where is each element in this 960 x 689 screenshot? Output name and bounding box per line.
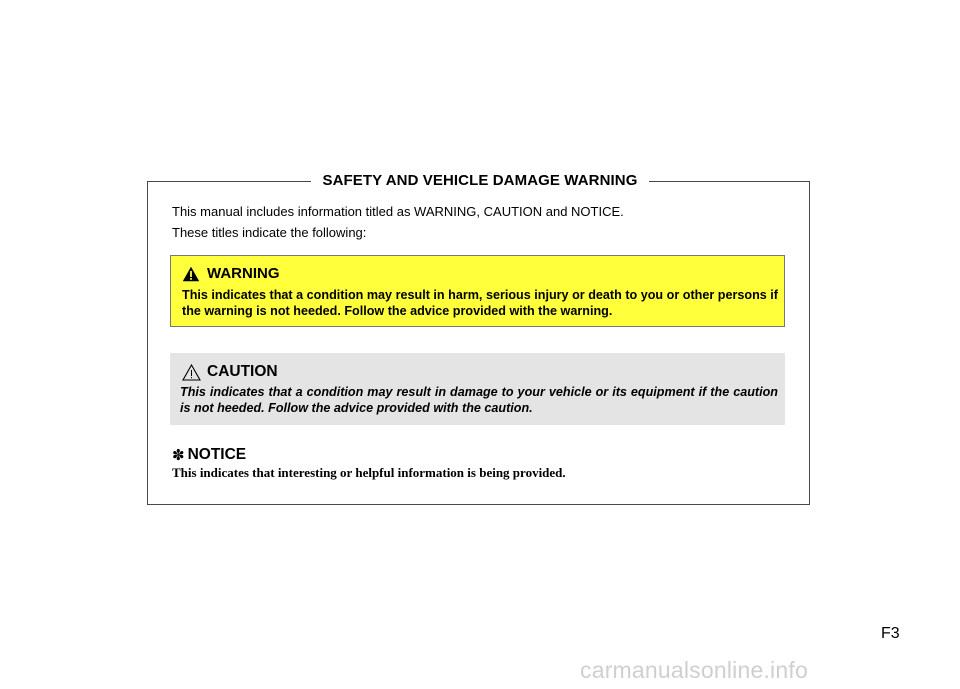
caution-header [182,362,278,382]
frame-title: SAFETY AND VEHICLE DAMAGE WARNING [311,170,649,192]
notice-text: This indicates that interesting or helpful information is being provided. [172,465,566,480]
warning-title: WARNING [207,265,280,282]
notice-star-icon: ✽ [172,446,185,464]
watermark: carmanualsonline.info [580,657,808,683]
warning-text: This indicates that a condition may result in harm, serious injury or death to you or other persons if the warning is not heeded. Follow the advice provided with the warning. [182,288,778,318]
warning-header [182,265,280,283]
notice-header [172,446,246,464]
warning-box [170,255,785,327]
caution-text: This indicates that a condition may result in damage to your vehicle or its equipment if the caution is not heeded. Follow the advice provided with the caution. [180,385,778,415]
intro-line-1: This manual includes information titled as WARNING, CAUTION and NOTICE. [172,204,624,219]
warning-triangle-icon [182,266,200,282]
notice-title: NOTICE [187,446,247,463]
caution-triangle-icon [182,364,201,381]
intro-line-2: These titles indicate the following: [172,225,367,240]
caution-box [170,353,785,425]
caution-title: CAUTION [207,363,278,380]
page-number: F3 [881,625,900,642]
